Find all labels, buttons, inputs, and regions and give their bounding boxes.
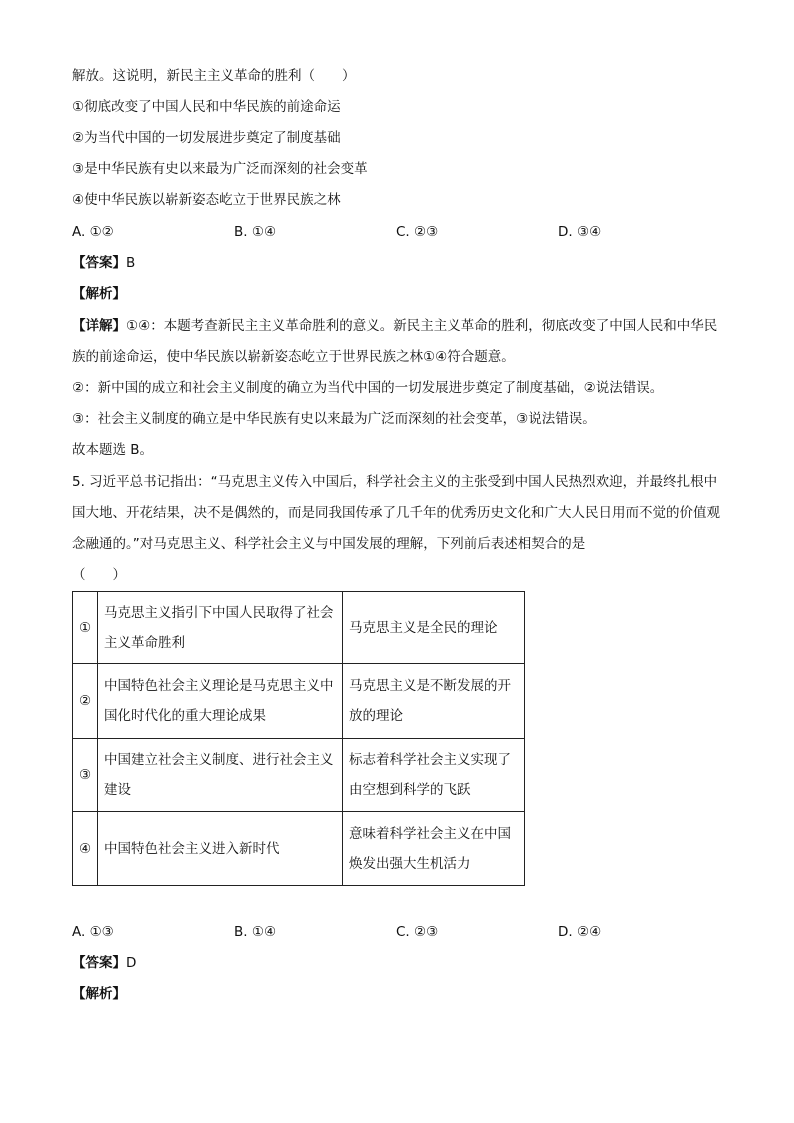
q5-option-c: C. ②③ — [396, 924, 439, 940]
row-number: ④ — [73, 812, 98, 886]
q4-option-b: B. ①④ — [234, 224, 277, 240]
row-right-cell: 意味着科学社会主义在中国焕发出强大生机活力 — [343, 812, 525, 886]
q5-option-b: B. ①④ — [234, 924, 277, 940]
row-right-cell: 马克思主义是不断发展的开放的理论 — [343, 664, 525, 739]
q4-options — [72, 222, 712, 242]
table-row — [73, 739, 525, 812]
q4-item-3: ③是中华民族有史以来最为广泛而深刻的社会变革 — [72, 161, 368, 177]
row-number: ① — [73, 592, 98, 664]
answer-value: B — [126, 255, 136, 271]
answer-label: 【答案】 — [72, 255, 126, 271]
q4-conclusion: 故本题选 B。 — [72, 442, 154, 458]
q4-option-c: C. ②③ — [396, 224, 439, 240]
row-left-cell: 中国建立社会主义制度、进行社会主义建设 — [98, 739, 343, 812]
q4-option-a: A. ①② — [72, 224, 114, 240]
detail-label: 【详解】 — [72, 318, 126, 334]
q4-stem-end: 解放。这说明，新民主主义革命的胜利（ ） — [72, 68, 356, 84]
table-row — [73, 812, 525, 886]
q4-detail — [72, 311, 722, 373]
row-right-cell: 标志着科学社会主义实现了由空想到科学的飞跃 — [343, 739, 525, 812]
q4-detail-2: ②：新中国的成立和社会主义制度的确立为当代中国的一切发展进步奠定了制度基础，②说法错误。 — [72, 380, 664, 396]
q5-analysis-label: 【解析】 — [72, 986, 126, 1002]
row-left-cell: 中国特色社会主义理论是马克思主义中国化时代化的重大理论成果 — [98, 664, 343, 739]
q4-option-d: D. ③④ — [558, 224, 602, 240]
q5-option-d: D. ②④ — [558, 924, 602, 940]
answer-label: 【答案】 — [72, 955, 126, 971]
row-right-cell: 马克思主义是全民的理论 — [343, 592, 525, 664]
table-row — [73, 592, 525, 664]
row-left-cell: 马克思主义指引下中国人民取得了社会主义革命胜利 — [98, 592, 343, 664]
detail-text: ①④：本题考查新民主主义革命胜利的意义。新民主主义革命的胜利，彻底改变了中国人民和中华民族的前途命运，使中华民族以崭新姿态屹立于世界民族之林①④符合题意。 — [72, 318, 718, 365]
q4-answer — [72, 253, 135, 273]
q5-option-a: A. ①③ — [72, 924, 114, 940]
q4-item-4: ④使中华民族以崭新姿态屹立于世界民族之林 — [72, 192, 341, 208]
table-row — [73, 664, 525, 739]
row-number: ③ — [73, 739, 98, 812]
answer-value: D — [126, 955, 137, 971]
q4-analysis-label: 【解析】 — [72, 286, 126, 302]
row-number: ② — [73, 664, 98, 739]
q5-paren: （ ） — [72, 567, 126, 583]
q5-options — [72, 922, 712, 942]
q5-stem: 5. 习近平总书记指出：“马克思主义传入中国后，科学社会主义的主张受到中国人民热烈欢迎，并最终扎根中国大地、开花结果，决不是偶然的，而是同我国传承了几千年的优秀历史文化和广大人民日用而不觉的价值观念融通的。”对马克思主义、科学社会主义与中国发展的理解，下列前后表述相契合的是 — [72, 474, 720, 552]
row-left-cell: 中国特色社会主义进入新时代 — [98, 812, 343, 886]
q4-item-1: ①彻底改变了中国人民和中华民族的前途命运 — [72, 99, 341, 115]
q5-table — [72, 591, 525, 886]
q4-detail-3: ③：社会主义制度的确立是中华民族有史以来最为广泛而深刻的社会变革，③说法错误。 — [72, 411, 596, 427]
q5-answer — [72, 953, 136, 973]
q4-item-2: ②为当代中国的一切发展进步奠定了制度基础 — [72, 130, 341, 146]
